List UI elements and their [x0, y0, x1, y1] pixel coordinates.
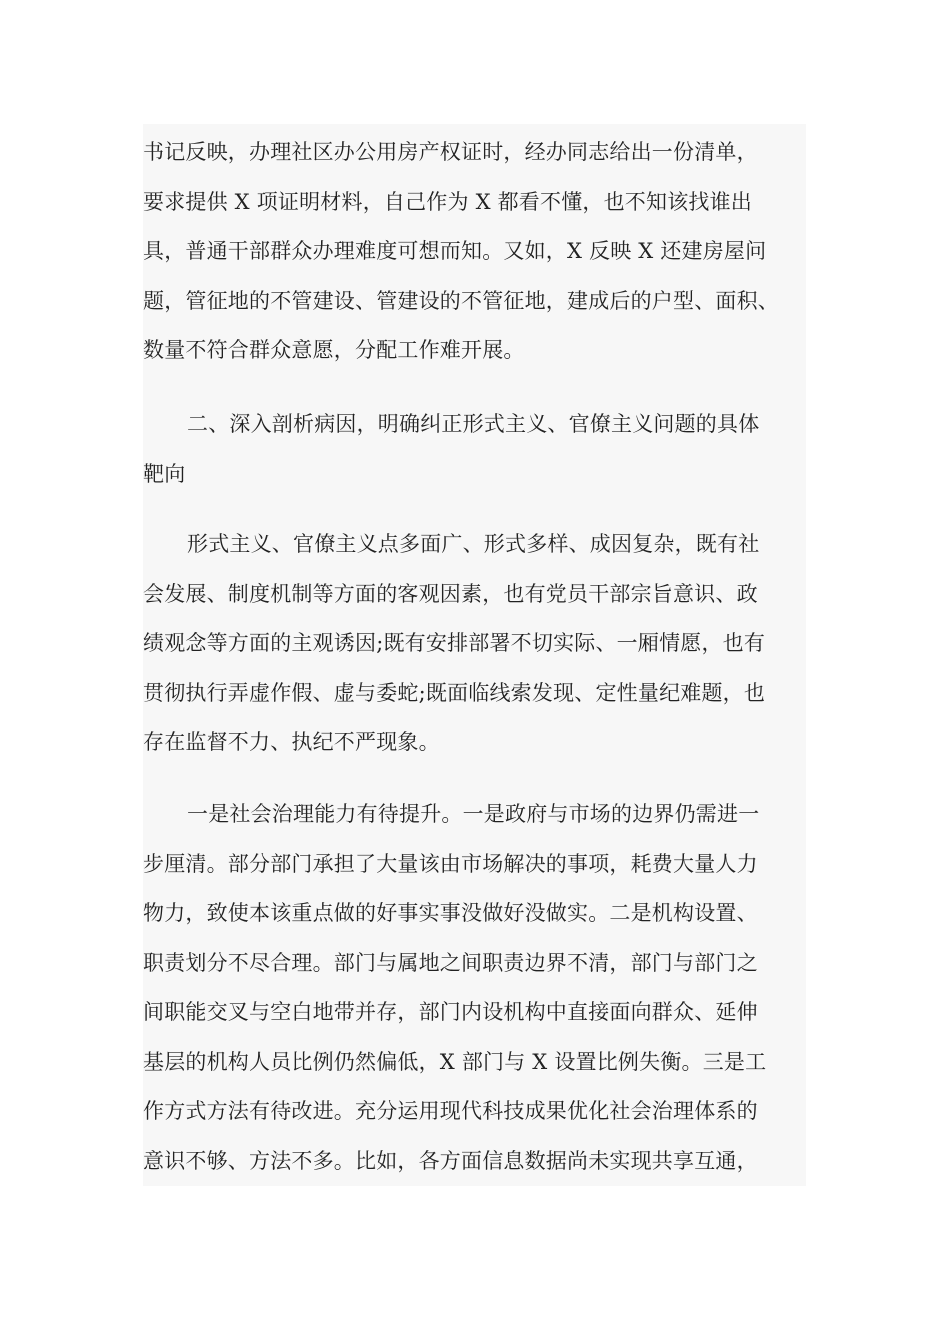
paragraph-line: 会发展、制度机制等方面的客观因素，也有党员干部宗旨意识、政: [143, 581, 758, 606]
paragraph-line: 作方式方法有待改进。充分运用现代科技成果优化社会治理体系的: [143, 1099, 758, 1123]
paragraph-line: 意识不够、方法不多。比如，各方面信息数据尚未实现共享互通，: [143, 1148, 758, 1173]
paragraph-line: 数量不符合群众意愿，分配工作难开展。: [143, 338, 525, 362]
section-heading: [143, 400, 806, 499]
paragraph-1: [143, 128, 806, 376]
paragraph-line: 步厘清。部分部门承担了大量该由市场解决的事项，耗费大量人力: [143, 851, 758, 876]
paragraph-line: 存在监督不力、执纪不严现象。: [143, 730, 440, 754]
document-page: [143, 124, 806, 1186]
paragraph-line: 一是社会治理能力有待提升。一是政府与市场的边界仍需进一: [187, 802, 760, 826]
paragraph-line: 基层的机构人员比例仍然偏低，X 部门与 X 设置比例失衡。三是工: [143, 1049, 767, 1074]
heading-line: 二、深入剖析病因，明确纠正形式主义、官僚主义问题的具体: [187, 412, 760, 436]
paragraph-line: 物力，致使本该重点做的好事实事没做好没做实。二是机构设置、: [143, 901, 758, 925]
paragraph-3: [143, 520, 806, 768]
paragraph-line: 具，普通干部群众办理难度可想而知。又如，X 反映 X 还建房屋问: [143, 239, 767, 263]
heading-line: 靶向: [143, 461, 186, 486]
paragraph-line: 绩观念等方面的主观诱因;既有安排部署不切实际、一厢情愿，也有: [143, 631, 766, 655]
paragraph-line: 书记反映，办理社区办公用房产权证时，经办同志给出一份清单，: [143, 140, 758, 164]
paragraph-line: 贯彻执行弄虚作假、虚与委蛇;既面临线索发现、定性量纪难题，也: [143, 680, 766, 705]
paragraph-line: 要求提供 X 项证明材料，自己作为 X 都看不懂，也不知该找谁出: [143, 189, 752, 214]
paragraph-4: [143, 790, 806, 1186]
paragraph-line: 职责划分不尽合理。部门与属地之间职责边界不清，部门与部门之: [143, 950, 758, 975]
paragraph-line: 题，管征地的不管建设、管建设的不管征地，建成后的户型、面积、: [143, 288, 779, 313]
paragraph-line: 形式主义、官僚主义点多面广、形式多样、成因复杂，既有社: [187, 532, 760, 556]
paragraph-line: 间职能交叉与空白地带并存，部门内设机构中直接面向群众、延伸: [143, 1000, 758, 1024]
